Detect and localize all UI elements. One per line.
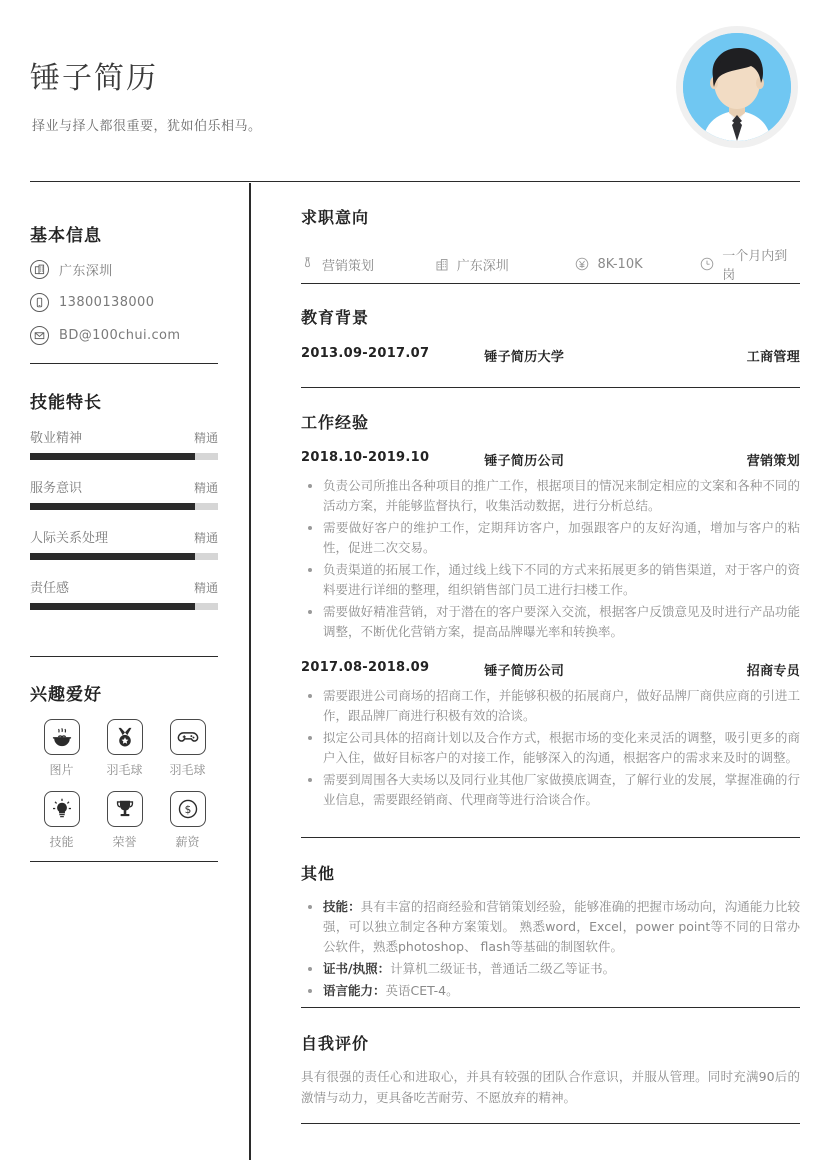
work-entry <box>301 450 800 642</box>
other-item-value: 计算机二级证书，普通话二级乙等证书。 <box>390 961 616 976</box>
basic-info-title: 基本信息 <box>30 226 102 246</box>
skill-item <box>30 477 218 510</box>
avatar <box>676 26 798 148</box>
skill-level: 精通 <box>193 431 218 445</box>
necktie-icon <box>301 257 314 271</box>
hobby-item <box>93 719 156 778</box>
clock-icon <box>700 257 714 271</box>
section-self-evaluation <box>301 1031 800 1108</box>
skill-bar-track <box>30 553 218 560</box>
work-entry <box>301 660 800 810</box>
hobby-label: 技能 <box>49 835 74 849</box>
skill-level: 精通 <box>193 531 218 545</box>
section-basic-info <box>30 221 218 359</box>
basic-info-location-value: 广东深圳 <box>59 264 113 279</box>
yen-coin-icon <box>575 257 589 271</box>
skill-item <box>30 577 218 610</box>
other-list <box>301 897 800 1001</box>
job-intention-availability <box>700 245 800 283</box>
person-avatar-icon <box>683 33 791 141</box>
work-bullets <box>301 476 800 642</box>
work-bullet: 拟定公司具体的招商计划以及合作方式，根据市场的变化来灵活的调整，吸引更多的商户入住，做好目标客户的对接工作，能够深入的沟通，根据客户的需求来及时的调整。 <box>301 728 800 768</box>
other-item <box>301 959 800 979</box>
job-intention-location <box>436 245 576 283</box>
skill-name: 服务意识 <box>30 481 83 496</box>
work-bullet: 需要做好精准营销，对于潜在的客户要深入交流，根据客户反馈意见及时进行产品功能调整，不断优化营销方案，提高品牌曝光率和转换率。 <box>301 602 800 642</box>
mobile-phone-icon <box>30 293 49 312</box>
main-rule-5 <box>301 1123 800 1124</box>
self-evaluation-text: 具有很强的责任心和进取心，并具有较强的团队合作意识，并服从管理。同时充满90后的激情与动力，更具备吃苦耐劳、不愿放弃的精神。 <box>301 1069 800 1105</box>
skill-bar-fill <box>30 553 195 560</box>
main-column <box>251 183 820 1160</box>
section-hobbies <box>30 680 218 863</box>
trophy-icon <box>107 791 143 827</box>
job-intention-salary-value: 8K-10K <box>597 256 643 272</box>
svg-text:$: $ <box>184 804 191 817</box>
education-school: 锤子简历大学 <box>484 350 565 365</box>
other-item-label: 技能： <box>323 899 361 914</box>
work-role: 营销策划 <box>746 454 800 469</box>
job-intention-location-value: 广东深圳 <box>456 258 509 274</box>
lightbulb-icon <box>44 791 80 827</box>
hobby-label: 荣誉 <box>112 835 137 849</box>
sidebar-rule-2 <box>30 656 218 657</box>
section-skills <box>30 388 218 627</box>
skill-name: 人际关系处理 <box>30 531 109 546</box>
skill-name: 敬业精神 <box>30 431 83 446</box>
hobby-item <box>93 791 156 850</box>
work-company: 锤子简历公司 <box>484 454 565 469</box>
other-item-value: 英语CET-4。 <box>385 983 459 998</box>
work-bullet: 需要做好客户的维护工作，定期拜访客户，加强跟客户的友好沟通，增加与客户的粘性，促进二次交易。 <box>301 518 800 558</box>
work-bullet: 需要跟进公司商场的招商工作，并能够积极的拓展商户，做好品牌厂商供应商的引进工作，跟品牌厂商进行积极有效的洽谈。 <box>301 686 800 726</box>
section-other <box>301 861 800 1003</box>
work-bullet: 需要到周围各大卖场以及同行业其他厂家做摸底调查，了解行业的发展，掌握准确的行业信息，需要跟经销商、代理商等进行洽谈合作。 <box>301 770 800 810</box>
main-rule-4 <box>301 1007 800 1008</box>
other-title: 其他 <box>301 864 336 883</box>
skill-bar-fill <box>30 453 195 460</box>
skill-bar-fill <box>30 503 195 510</box>
envelope-icon <box>30 326 49 345</box>
basic-info-item-phone <box>30 293 218 312</box>
other-item-label: 证书/执照： <box>323 961 391 976</box>
skill-bar-track <box>30 453 218 460</box>
education-title: 教育背景 <box>301 308 370 327</box>
skill-item <box>30 527 218 560</box>
sidebar-rule-1 <box>30 363 218 364</box>
main-rule-3 <box>301 837 800 838</box>
main-rule-1 <box>301 283 800 284</box>
other-item-label: 语言能力： <box>323 983 386 998</box>
resume-header <box>0 0 820 183</box>
job-intention-availability-value: 一个月内到岗 <box>722 249 788 283</box>
section-job-intention <box>301 205 800 283</box>
work-role: 招商专员 <box>746 664 800 679</box>
work-company: 锤子简历公司 <box>484 664 565 679</box>
skill-level: 精通 <box>193 481 218 495</box>
sidebar-rule-3 <box>30 861 218 862</box>
self-evaluation-title: 自我评价 <box>301 1034 370 1053</box>
skill-bar-track <box>30 503 218 510</box>
hobbies-grid <box>30 719 220 863</box>
work-bullet: 负责渠道的拓展工作，通过线上线下不同的方式来拓展更多的销售渠道，对于客户的资料要进行详细的整理，组织销售部门员工进行扫楼工作。 <box>301 560 800 600</box>
education-entry <box>301 346 800 365</box>
job-intention-salary <box>575 245 700 283</box>
job-intention-row <box>301 245 800 283</box>
dollar-coin-icon <box>170 791 206 827</box>
other-item-value: 具有丰富的招商经验和营销策划经验，能够准确的把握市场动向，沟通能力比较强，可以独立制定各种方案策划。 熟悉word，Excel，power point等不同的日常办公软件，熟悉photoshop、 flash等基础的制图软件。 <box>323 899 800 954</box>
work-period: 2017.08-2018.09 <box>301 660 430 675</box>
skills-title: 技能特长 <box>30 393 102 413</box>
skill-level: 精通 <box>193 581 218 595</box>
skill-bar-fill <box>30 603 195 610</box>
skill-name: 责任感 <box>30 581 70 596</box>
section-education <box>301 305 800 365</box>
hobbies-title: 兴趣爱好 <box>30 685 102 705</box>
main-rule-2 <box>301 387 800 388</box>
other-item <box>301 897 800 957</box>
job-intention-position-value: 营销策划 <box>322 258 375 274</box>
basic-info-item-location <box>30 260 218 279</box>
skill-bar-track <box>30 603 218 610</box>
gamepad-icon <box>170 719 206 755</box>
medal-icon <box>107 719 143 755</box>
noodle-bowl-icon <box>44 719 80 755</box>
job-intention-position <box>301 245 436 283</box>
hobby-item <box>30 719 93 778</box>
work-bullets <box>301 686 800 810</box>
hobby-label: 羽毛球 <box>106 763 143 777</box>
work-bullet: 负责公司所推出各种项目的推广工作，根据项目的情况来制定相应的文案和各种不同的活动方案，并能够监督执行，收集活动数据，进行分析总结。 <box>301 476 800 516</box>
job-intention-title: 求职意向 <box>301 208 370 227</box>
work-experience-title: 工作经验 <box>301 413 370 432</box>
sidebar-column <box>0 183 249 1160</box>
hobby-item <box>30 791 93 850</box>
city-building-icon <box>436 258 449 271</box>
work-period: 2018.10-2019.10 <box>301 450 430 465</box>
hobby-label: 羽毛球 <box>169 763 206 777</box>
basic-info-item-email <box>30 326 218 345</box>
city-building-icon <box>30 260 49 279</box>
hobby-label: 薪资 <box>175 835 200 849</box>
header-slogan: 择业与择人都很重要，犹如伯乐相马。 <box>32 119 262 134</box>
hobby-label: 图片 <box>49 763 74 777</box>
hobby-item <box>156 719 219 778</box>
education-period: 2013.09-2017.07 <box>301 346 430 361</box>
education-major: 工商管理 <box>746 350 800 365</box>
hobby-item <box>156 791 219 850</box>
other-item <box>301 981 800 1001</box>
section-work-experience <box>301 410 800 812</box>
page-title: 锤子简历 <box>30 61 158 96</box>
skill-item <box>30 427 218 460</box>
basic-info-email-value: BD@100chui.com <box>59 328 181 343</box>
resume-body <box>0 183 820 1160</box>
basic-info-phone-value: 13800138000 <box>59 295 155 310</box>
